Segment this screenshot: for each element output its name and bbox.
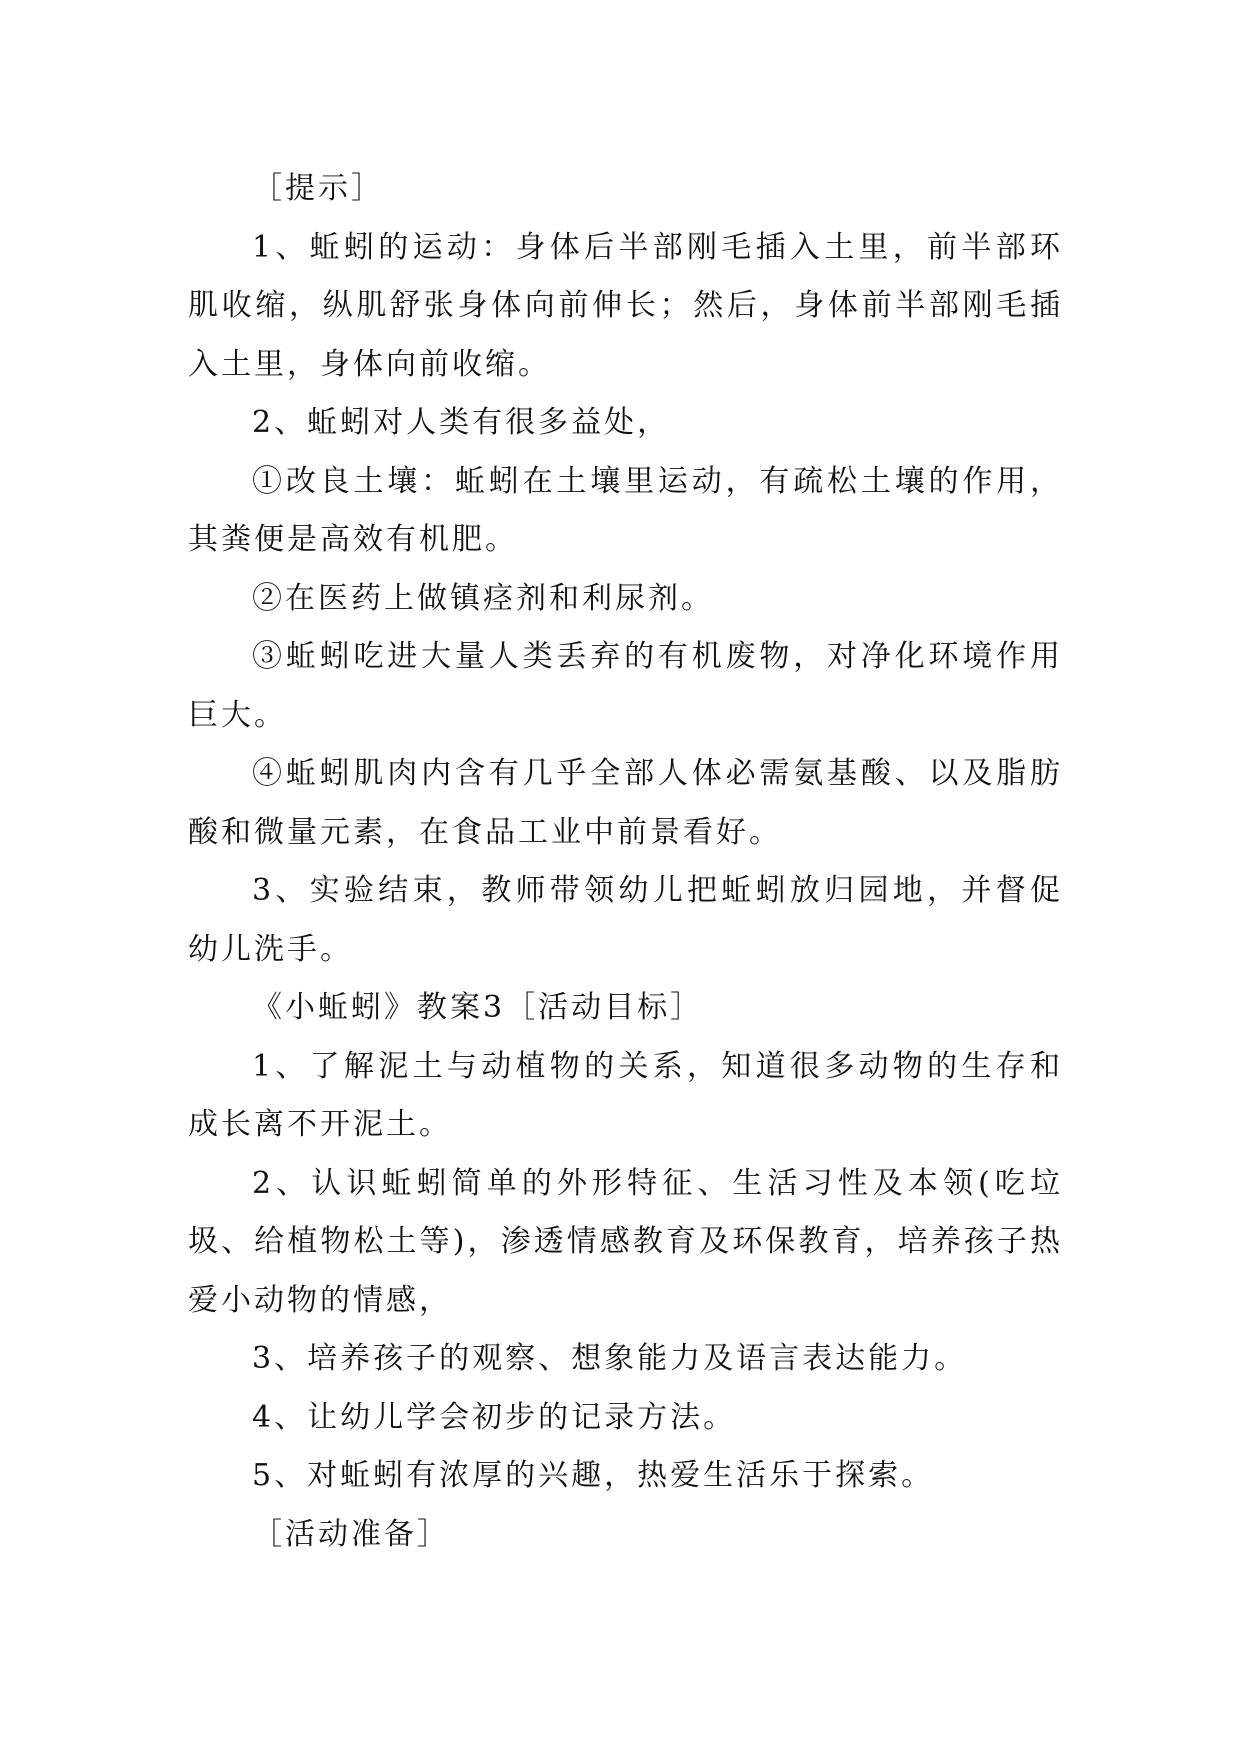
paragraph-benefit-soil: ①改良土壤：蚯蚓在土壤里运动，有疏松土壤的作用，其粪便是高效有机肥。 bbox=[188, 463, 1063, 557]
goal-item-1: 1、了解泥土与动植物的关系，知道很多动物的生存和成长离不开泥土。 bbox=[188, 1048, 1063, 1142]
paragraph-benefit-medicine: ②在医药上做镇痉剂和利尿剂。 bbox=[252, 580, 714, 616]
paragraph-earthworm-movement: 1、蚯蚓的运动：身体后半部刚毛插入土里，前半部环肌收缩，纵肌舒张身体向前伸长；然后，身体前半部刚毛插入土里，身体向前收缩。 bbox=[188, 229, 1063, 382]
section-heading-tips: ［提示］ bbox=[252, 171, 384, 206]
paragraph-benefits-intro: 2、蚯蚓对人类有很多益处， bbox=[252, 405, 671, 440]
paragraph-benefit-environment: ③蚯蚓吃进大量人类丢弃的有机废物，对净化环境作用巨大。 bbox=[188, 639, 1063, 733]
paragraph-experiment-end: 3、实验结束，教师带领幼儿把蚯蚓放归园地，并督促幼儿洗手。 bbox=[188, 873, 1063, 967]
section-heading-preparation: ［活动准备］ bbox=[252, 1516, 450, 1552]
goal-item-4: 4、让幼儿学会初步的记录方法。 bbox=[252, 1399, 737, 1435]
document-page bbox=[188, 160, 1063, 1564]
goal-item-5: 5、对蚯蚓有浓厚的兴趣，热爱生活乐于探索。 bbox=[252, 1458, 935, 1493]
lesson-plan-title: 《小蚯蚓》教案3［活动目标］ bbox=[252, 990, 704, 1025]
goal-item-2: 2、认识蚯蚓简单的外形特征、生活习性及本领(吃垃圾、给植物松土等)，渗透情感教育及环保教育，培养孩子热爱小动物的情感， bbox=[188, 1165, 1063, 1318]
paragraph-benefit-food: ④蚯蚓肌肉内含有几乎全部人体必需氨基酸、以及脂肪酸和微量元素，在食品工业中前景看好。 bbox=[188, 756, 1063, 850]
goal-item-3: 3、培养孩子的观察、想象能力及语言表达能力。 bbox=[252, 1341, 968, 1376]
